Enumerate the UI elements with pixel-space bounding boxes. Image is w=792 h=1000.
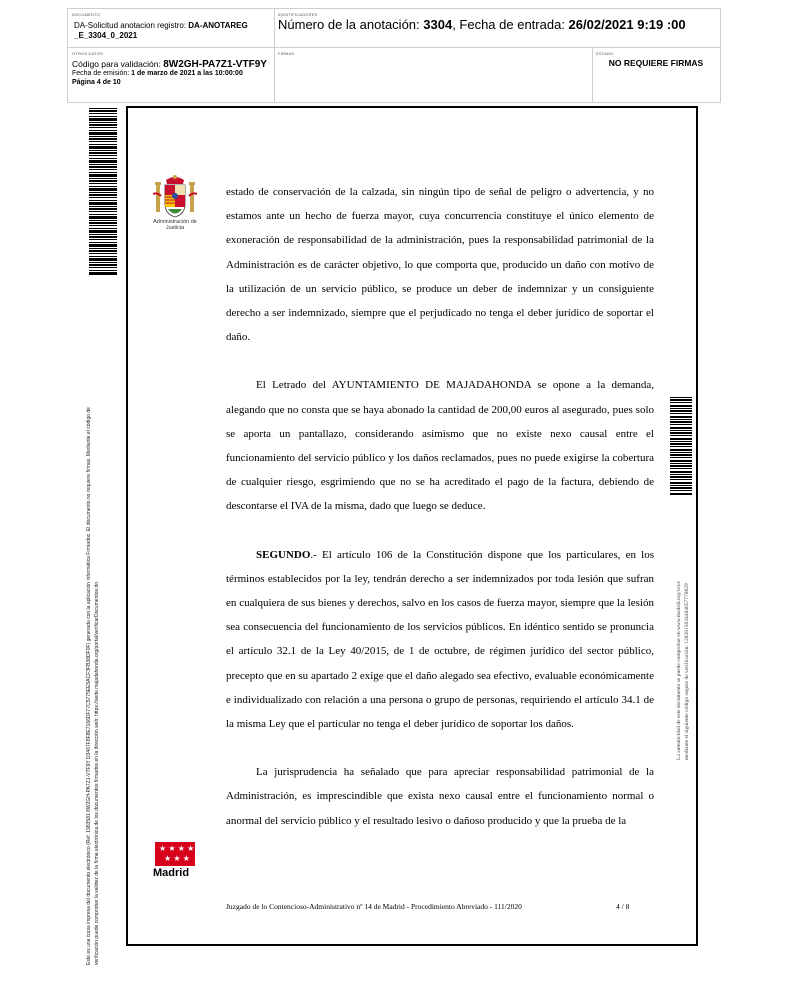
paragraph-3: SEGUNDO.- El artículo 106 de la Constitución dispone que los particulares, en los términos establecidos por la ley, tendrán derecho a ser indemnizados por toda lesión que sufran en cualquiera de sus bienes y derechos, salvo en los casos de fuerza mayor, siempre que la lesión sea consecuencia del funcionamiento de los servicios públicos. En idéntico sentido se pronuncia el artículo 32.1 de la Ley 40/2015, de 1 de octubre, de régimen jurídico del sector público, precepto que en su apartado 2 exige que el daño alegado sea efectivo, evaluable económicamente e individualizado con relación a una persona o grupo de personas, requiriendo el artículo 34.1 de la misma Ley que el particular no tenga el deber jurídico de soportar los daños. bbox=[226, 548, 654, 731]
footer-text: Juzgado de lo Contencioso-Administrativo nº 14 de Madrid - Procedimiento Abreviado - 111/2020 bbox=[226, 902, 522, 911]
side-text-right-1: La autenticidad de este documento se puede comprobar en www.madrid.org/cove bbox=[676, 581, 682, 760]
barcode-left bbox=[89, 108, 117, 276]
paragraph-4: La jurisprudencia ha señalado que para apreciar responsabilidad patrimonial de la Administración, es imprescindible que exista nexo causal entre el funcionamiento normal o anormal del servicio público y el resultado lesivo o dañoso producido y que la prueba de la bbox=[226, 766, 654, 827]
segundo-heading: SEGUNDO bbox=[256, 548, 311, 561]
side-text-left-1: Este es una copia impresa del documento electrónico (Ref: 1983581 8W2GH-PA7Z1-VTF9Y D3467F8F8E7166DF77C5775EE5ACF3FB38DF0F) generada con la aplicación informática Firmadoc. El documento no requiere firmas. Mediante el código de bbox=[86, 407, 92, 965]
stars-row-1: ★ ★ ★ ★ bbox=[159, 844, 195, 853]
otros-datos-caption: OTROS DATOS bbox=[72, 51, 103, 56]
side-text-right-2: mediante el siguiente código seguro de verificación: 1283815634484657778629 bbox=[684, 583, 690, 760]
side-text-left-2: verificación puede comprobar la validez de la firma electrónica de los documentos firmados en la dirección web: https://sede.majadahonda.org/portal/verificarDocumentos.do bbox=[94, 582, 100, 965]
firmas-caption: FIRMAS bbox=[278, 51, 295, 56]
fecha-emision: Fecha de emisión: 1 de marzo de 2021 a las 10:00:00 bbox=[72, 70, 243, 77]
page-number: 4 / 8 bbox=[616, 902, 630, 911]
paragraph-2: El Letrado del AYUNTAMIENTO DE MAJADAHONDA se opone a la demanda, alegando que no consta que se haya abonado la cantidad de 200,00 euros al asegurado, pues solo se aporta un pantallazo, considerando asimismo que no existe nexo causal entre el funcionamiento del servicio público y los daños reclamados, pues no puede exigirse la cobertura de cualquier riesgo, esgrimiendo que no se ha acreditado el pago de la factura, debiendo de descontarse el IVA de la misma, dado que luego se deduce. bbox=[226, 379, 654, 513]
madrid-logo-text: Madrid bbox=[153, 867, 190, 879]
document-header bbox=[67, 8, 721, 103]
stars-row-2: ★ ★ ★ bbox=[164, 854, 190, 863]
emblem-caption: Administración de Justicia bbox=[153, 219, 197, 231]
estado-value: NO REQUIERE FIRMAS bbox=[608, 58, 704, 68]
anotacion-info: Número de la anotación: 3304, Fecha de entrada: 26/02/2021 9:19 :00 bbox=[278, 17, 686, 32]
document-body bbox=[226, 180, 654, 833]
documento-value: DA-Solicitud anotacion registro: DA-ANOTAREG _E_3304_0_2021 bbox=[74, 21, 248, 40]
header-divider bbox=[68, 47, 720, 48]
estado-caption: ESTADO bbox=[596, 51, 614, 56]
identificadores-caption: IDENTIFICADORES bbox=[278, 12, 318, 17]
codigo-validacion: Código para validación: 8W2GH-PA7Z1-VTF9Y bbox=[72, 59, 267, 70]
header-divider bbox=[592, 47, 593, 102]
pagina-info: Página 4 de 10 bbox=[72, 79, 121, 86]
header-divider bbox=[274, 9, 275, 102]
coat-of-arms-icon bbox=[153, 174, 197, 220]
paragraph-1: estado de conservación de la calzada, sin ningún tipo de señal de peligro o advertencia, y no estamos ante un hecho de fuerza mayor, cuya concurrencia constituye el único elemento de exoneración de responsabilidad de la administración, pues la responsabilidad patrimonial de la Administración es de carácter objetivo, lo que comporta que, producido un daño con motivo de la utilización de un servicio público, se produce un deber de indemnizar y un consiguiente derecho a ser indemnizado, siempre que el perjudicado no tenga el deber jurídico de soportar el daño. bbox=[226, 186, 654, 344]
madrid-logo bbox=[155, 842, 195, 866]
documento-caption: DOCUMENTO bbox=[72, 12, 100, 17]
